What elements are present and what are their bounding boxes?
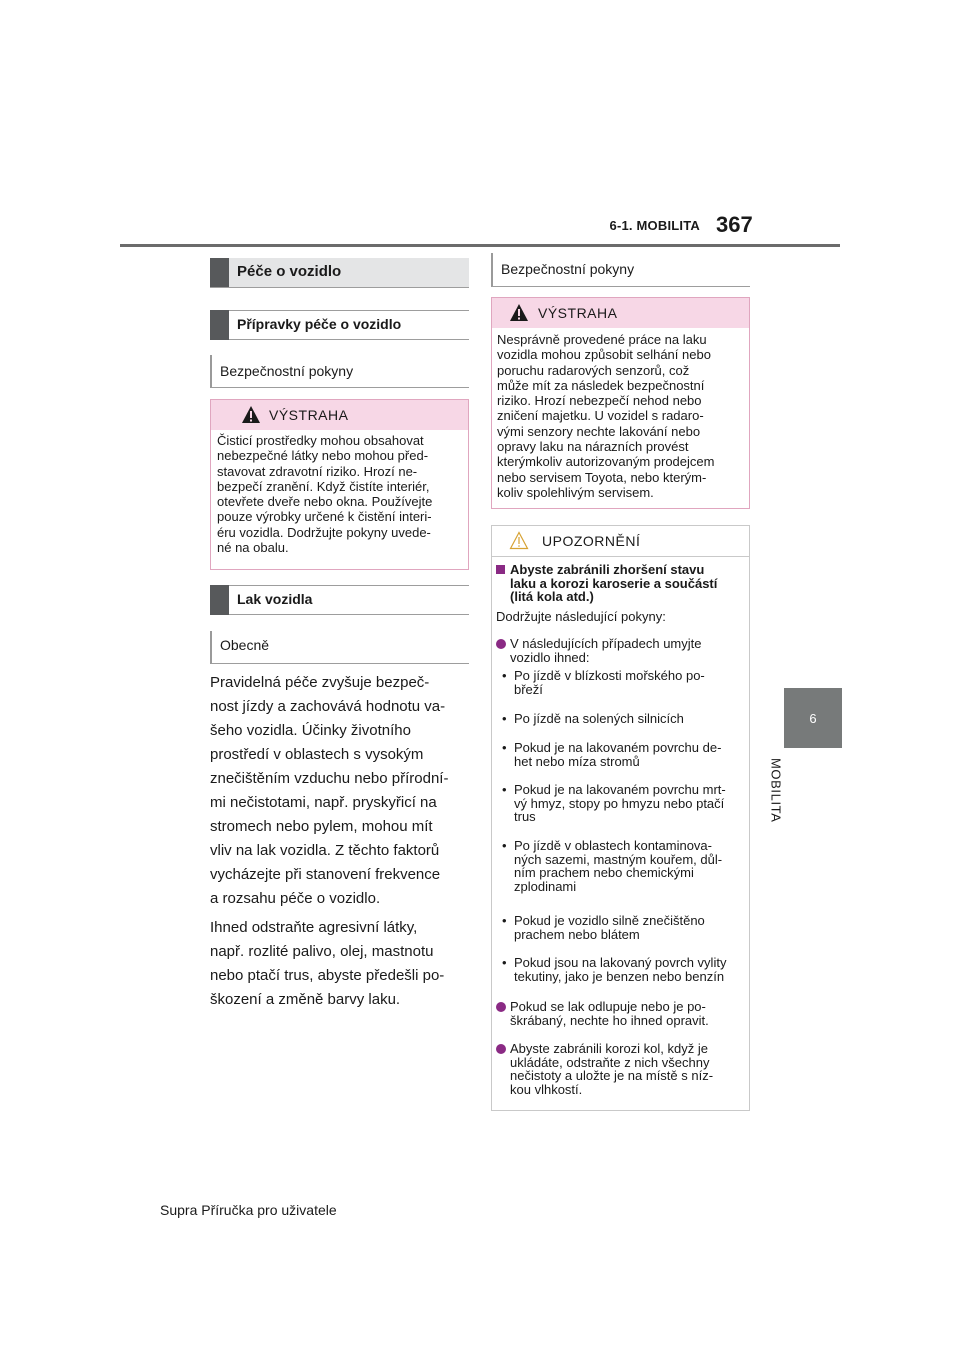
heading-products-text: Přípravky péče o vozidlo — [237, 316, 402, 332]
warning-box-radar — [491, 297, 750, 509]
notice-item-wheels: Abyste zabránili korozi kol, když je ukládáte, odstraňte z nich všechny nečistoty a uložte je na místě s níz- kou vlhkostí. — [496, 1042, 745, 1096]
notice-intro: Dodržujte následující pokyny: — [496, 609, 666, 624]
notice-item-wash: V následujících případech umyjte vozidlo ihned: — [496, 637, 745, 664]
warning-header: VÝSTRAHA — [211, 400, 468, 430]
notice-heading: Abyste zabránili zhoršení stavu laku a korozi karoserie a součástí (litá kola atd.) — [496, 563, 745, 604]
section-title: 6-1. MOBILITA — [609, 218, 700, 233]
notice-header: UPOZORNĚNÍ — [492, 526, 749, 557]
notice-subitem: • Po jízdě v blízkosti mořského po- břeží — [502, 668, 705, 697]
heading-care — [210, 258, 469, 288]
warning-body-radar: Nesprávně provedené práce na laku vozidla mohou způsobit selhání nebo poruchu radarových senzorů, což může mít za následek bezpečnostní riziko. Hrozí nebezpečí nehod nebo zničení majetku. U vozidel s radaro- vými senzory nechte lakování nebo opravy laku na nárazních provést kterýmkoliv autorizovaným prodejcem nebo servisem Toyota, nebo kterým- koliv spolehlivým servisem. — [497, 332, 715, 500]
heading-bar — [210, 310, 229, 340]
page-number: 367 — [716, 212, 753, 237]
heading-safety-right: Bezpečnostní pokyny — [491, 253, 750, 287]
notice-box — [491, 525, 750, 1111]
square-bullet-icon — [496, 565, 505, 574]
heading-general: Obecně — [210, 631, 469, 664]
chapter-number: 6 — [809, 710, 817, 726]
heading-paint-text: Lak vozidla — [237, 591, 313, 607]
chapter-tab — [784, 688, 842, 748]
circle-bullet-icon — [496, 639, 506, 649]
footer-text: Supra Příručka pro uživatele — [160, 1202, 337, 1218]
chapter-label: MOBILITA — [768, 758, 784, 823]
notice-subitem: • Pokud je na lakovaném povrchu de- het nebo míza stromů — [502, 740, 722, 769]
heading-products — [210, 310, 469, 340]
notice-subitem: • Po jízdě v oblastech kontaminova- ných sazemi, mastným kouřem, důl- ním prachem nebo chemickými zplodinami — [502, 838, 723, 894]
warning-triangle-icon — [241, 405, 261, 424]
notice-item-repair: Pokud se lak odlupuje nebo je po- škrábaný, nechte ho ihned opravit. — [496, 1000, 745, 1027]
warning-box-cleaning — [210, 399, 469, 570]
notice-subitem: • Pokud jsou na lakovaný povrch vylity tekutiny, jako je benzen nebo benzín — [502, 955, 727, 984]
heading-care-text: Péče o vozidlo — [237, 263, 342, 280]
paragraph-remove: Ihned odstraňte agresivní látky, např. rozlité palivo, olej, mastnotu nebo ptačí trus, abyste předešli po- škození a změně barvy laku. — [210, 919, 445, 1008]
notice-triangle-icon — [509, 531, 529, 550]
heading-bar — [210, 258, 229, 287]
notice-subitem: • Pokud je na lakovaném povrchu mrt- vý hmyz, stopy po hmyzu nebo ptačí trus — [502, 782, 726, 824]
circle-bullet-icon — [496, 1002, 506, 1012]
paragraph-care: Pravidelná péče zvyšuje bezpeč- nost jízdy a zachovává hodnotu va- šeho vozidla. Účinky životního prostředí v oblastech s vysokým znečištěním vzduchu nebo přírodní- mi nečistotami, např. pryskyřicí na stromech nebo pylem, mohou mít vliv na lak vozidla. Z těchto faktorů vycházejte při stanovení frekvence a rozsahu péče o vozidlo. — [210, 674, 449, 907]
header-rule — [120, 244, 840, 247]
notice-subitem: • Po jízdě na solených silnicích — [502, 711, 684, 726]
heading-bar — [210, 585, 229, 615]
warning-triangle-icon — [509, 303, 529, 322]
heading-safety-left: Bezpečnostní pokyny — [210, 355, 469, 388]
warning-header: VÝSTRAHA — [492, 298, 749, 328]
warning-body-cleaning: Čisticí prostředky mohou obsahovat nebezpečné látky nebo mohou před- stavovat zdravotní riziko. Hrozí ne- bezpečí zranění. Když čistíte interiér, otevřete dveře nebo okna. Používejte pouze výrobky určené k čistění interi- éru vozidla. Dodržujte pokyny uvede- né na obalu. — [217, 433, 433, 556]
notice-subitem: • Pokud je vozidlo silně znečištěno prachem nebo blátem — [502, 913, 705, 942]
circle-bullet-icon — [496, 1044, 506, 1054]
paint-care-text — [210, 671, 472, 1017]
heading-paint — [210, 585, 469, 615]
